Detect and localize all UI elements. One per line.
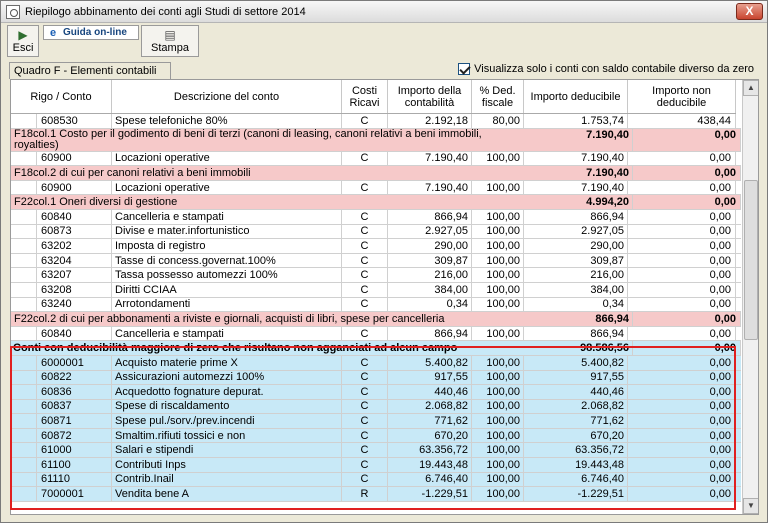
cell-descrizione: Divise e mater.infortunistico <box>112 225 342 239</box>
scroll-down-icon[interactable]: ▼ <box>743 498 759 514</box>
cell-conto: 6000001 <box>37 356 112 370</box>
cell-importo: 216,00 <box>388 268 472 282</box>
cell-conto: 60900 <box>37 181 112 195</box>
cell-costi-ricavi: C <box>342 429 388 443</box>
cell-descrizione: Contributi Inps <box>112 458 342 472</box>
account-row[interactable] <box>11 268 741 283</box>
row-gutter <box>11 414 37 428</box>
cell-descrizione: Spese telefoniche 80% <box>112 114 342 128</box>
row-gutter <box>11 385 37 399</box>
cell-perc-ded: 100,00 <box>472 429 524 443</box>
section-label: F22col.2 di cui per abbonamenti a riviste e giornali, acquisti di libri, spese per cancelleria <box>14 312 445 325</box>
cell-conto: 63240 <box>37 298 112 312</box>
cell-conto: 63208 <box>37 283 112 297</box>
grid-header <box>11 80 736 114</box>
tab-quadro-f[interactable]: Quadro F - Elementi contabili <box>9 62 171 79</box>
cell-descrizione: Locazioni operative <box>112 181 342 195</box>
account-row[interactable] <box>11 152 741 167</box>
row-gutter <box>11 268 37 282</box>
cell-perc-ded: 100,00 <box>472 356 524 370</box>
cell-importo: 2.927,05 <box>388 225 472 239</box>
section-row[interactable] <box>11 312 741 327</box>
cell-conto: 60900 <box>37 152 112 166</box>
cell-perc-ded: 100,00 <box>472 371 524 385</box>
cell-non-deducibile: 0,00 <box>628 210 736 224</box>
accounts-grid <box>10 79 759 515</box>
cell-descrizione: Cancelleria e stampati <box>112 327 342 341</box>
cell-deducibile: 384,00 <box>524 283 628 297</box>
filter-label: Visualizza solo i conti con saldo contabile diverso da zero <box>474 63 754 75</box>
row-gutter <box>11 487 37 501</box>
account-row[interactable] <box>11 429 741 444</box>
cell-importo: 2.068,82 <box>388 400 472 414</box>
cell-conto: 61000 <box>37 443 112 457</box>
title-bar <box>1 1 767 23</box>
row-gutter <box>11 181 37 195</box>
cell-importo: 866,94 <box>388 327 472 341</box>
row-gutter <box>11 152 37 166</box>
cell-non-deducibile: 0,00 <box>628 414 736 428</box>
section-row[interactable] <box>11 166 741 181</box>
cell-perc-ded: 100,00 <box>472 225 524 239</box>
cell-importo: 670,20 <box>388 429 472 443</box>
cell-conto: 63207 <box>37 268 112 282</box>
close-button[interactable]: X <box>736 3 763 20</box>
account-row[interactable] <box>11 298 741 313</box>
toolbar <box>1 23 767 59</box>
cell-descrizione: Arrotondamenti <box>112 298 342 312</box>
cell-descrizione: Diritti CCIAA <box>112 283 342 297</box>
cell-perc-ded: 100,00 <box>472 473 524 487</box>
cell-conto: 60837 <box>37 400 112 414</box>
header-descrizione[interactable]: Descrizione del conto <box>112 80 342 113</box>
cell-perc-ded: 100,00 <box>472 298 524 312</box>
account-row[interactable] <box>11 487 741 502</box>
cell-costi-ricavi: C <box>342 283 388 297</box>
cell-costi-ricavi: C <box>342 443 388 457</box>
cell-costi-ricavi: C <box>342 414 388 428</box>
cell-descrizione: Locazioni operative <box>112 152 342 166</box>
cell-descrizione: Assicurazioni automezzi 100% <box>112 371 342 385</box>
cell-costi-ricavi: C <box>342 298 388 312</box>
cell-importo: 2.192,18 <box>388 114 472 128</box>
cell-descrizione: Acquisto materie prime X <box>112 356 342 370</box>
cell-deducibile: 63.356,72 <box>524 443 628 457</box>
cell-importo: 63.356,72 <box>388 443 472 457</box>
row-gutter <box>11 443 37 457</box>
account-row[interactable] <box>11 443 741 458</box>
cell-deducibile: 290,00 <box>524 239 628 253</box>
row-gutter <box>11 356 37 370</box>
cell-costi-ricavi: C <box>342 268 388 282</box>
cell-deducibile: 440,46 <box>524 385 628 399</box>
cell-perc-ded: 100,00 <box>472 443 524 457</box>
cell-non-deducibile: 0,00 <box>628 268 736 282</box>
cell-conto: 60840 <box>37 327 112 341</box>
account-row[interactable] <box>11 254 741 269</box>
cell-perc-ded: 100,00 <box>472 268 524 282</box>
cell-importo: 0,34 <box>388 298 472 312</box>
header-importo-deducibile[interactable]: Importo deducibile <box>524 80 628 113</box>
cell-conto: 60840 <box>37 210 112 224</box>
cell-conto: 63202 <box>37 239 112 253</box>
cell-costi-ricavi: C <box>342 210 388 224</box>
row-gutter <box>11 254 37 268</box>
cell-deducibile: 19.443,48 <box>524 458 628 472</box>
section-row[interactable] <box>11 129 741 152</box>
cell-non-deducibile: 0,00 <box>628 327 736 341</box>
cell-costi-ricavi: C <box>342 473 388 487</box>
cell-importo: 384,00 <box>388 283 472 297</box>
section-non-deducibile: 0,00 <box>633 312 741 326</box>
row-gutter <box>11 283 37 297</box>
cell-deducibile: 7.190,40 <box>524 152 628 166</box>
window-title: Riepilogo abbinamento dei conti agli Studi di settore 2014 <box>25 5 306 18</box>
section-non-deducibile: 0,00 <box>633 166 741 180</box>
cell-importo: 309,87 <box>388 254 472 268</box>
account-row[interactable] <box>11 473 741 488</box>
cell-non-deducibile: 438,44 <box>628 114 736 128</box>
cell-importo: 290,00 <box>388 239 472 253</box>
cell-perc-ded: 100,00 <box>472 210 524 224</box>
section-label: F18col.2 di cui per canoni relativi a beni immobili <box>14 166 251 179</box>
cell-importo: 5.400,82 <box>388 356 472 370</box>
account-row[interactable] <box>11 458 741 473</box>
cell-importo: 771,62 <box>388 414 472 428</box>
row-gutter <box>11 458 37 472</box>
account-row[interactable] <box>11 283 741 298</box>
cell-non-deducibile: 0,00 <box>628 225 736 239</box>
cell-perc-ded: 100,00 <box>472 181 524 195</box>
cell-non-deducibile: 0,00 <box>628 181 736 195</box>
section-row[interactable] <box>11 195 741 210</box>
exit-icon: ▶ <box>18 28 28 42</box>
cell-deducibile: 1.753,74 <box>524 114 628 128</box>
cell-costi-ricavi: C <box>342 225 388 239</box>
cell-costi-ricavi: C <box>342 152 388 166</box>
cell-importo: 917,55 <box>388 371 472 385</box>
cell-perc-ded: 100,00 <box>472 327 524 341</box>
cell-costi-ricavi: C <box>342 356 388 370</box>
filter-checkbox[interactable] <box>458 63 470 75</box>
cell-importo: 19.443,48 <box>388 458 472 472</box>
cell-deducibile: 0,34 <box>524 298 628 312</box>
scroll-thumb[interactable] <box>744 180 758 340</box>
account-row[interactable] <box>11 414 741 429</box>
cell-non-deducibile: 0,00 <box>628 487 736 501</box>
cell-conto: 60836 <box>37 385 112 399</box>
cell-conto: 60872 <box>37 429 112 443</box>
cell-descrizione: Imposta di registro <box>112 239 342 253</box>
cell-non-deducibile: 0,00 <box>628 283 736 297</box>
cell-importo: 7.190,40 <box>388 181 472 195</box>
cell-non-deducibile: 0,00 <box>628 356 736 370</box>
cell-deducibile: 917,55 <box>524 371 628 385</box>
account-row[interactable] <box>11 356 741 371</box>
cell-costi-ricavi: C <box>342 458 388 472</box>
section-deducibile: 7.190,40 <box>529 129 633 151</box>
cell-non-deducibile: 0,00 <box>628 371 736 385</box>
cell-deducibile: 5.400,82 <box>524 356 628 370</box>
browser-icon: e <box>49 26 57 39</box>
cell-non-deducibile: 0,00 <box>628 473 736 487</box>
cell-perc-ded: 80,00 <box>472 114 524 128</box>
cell-perc-ded: 100,00 <box>472 414 524 428</box>
cell-non-deducibile: 0,00 <box>628 239 736 253</box>
cell-deducibile: 771,62 <box>524 414 628 428</box>
cell-descrizione: Contrib.Inail <box>112 473 342 487</box>
cell-deducibile: 670,20 <box>524 429 628 443</box>
cell-costi-ricavi: C <box>342 114 388 128</box>
section-deducibile: 4.994,20 <box>529 195 633 209</box>
cell-non-deducibile: 0,00 <box>628 443 736 457</box>
account-row[interactable] <box>11 385 741 400</box>
account-row[interactable] <box>11 114 741 129</box>
esci-button[interactable] <box>7 25 39 57</box>
cell-conto: 60873 <box>37 225 112 239</box>
cell-deducibile: 2.068,82 <box>524 400 628 414</box>
cell-conto: 608530 <box>37 114 112 128</box>
cell-costi-ricavi: C <box>342 181 388 195</box>
filter-nonzero[interactable] <box>458 63 754 75</box>
section-deducibile: 98.586,56 <box>529 341 633 355</box>
esci-label: Esci <box>12 42 34 54</box>
cell-perc-ded: 100,00 <box>472 487 524 501</box>
cell-descrizione: Tasse di concess.governat.100% <box>112 254 342 268</box>
account-row[interactable] <box>11 239 741 254</box>
cell-importo: 440,46 <box>388 385 472 399</box>
vertical-scrollbar[interactable] <box>742 80 758 514</box>
account-row[interactable] <box>11 210 741 225</box>
cell-conto: 60871 <box>37 414 112 428</box>
cell-descrizione: Vendita bene A <box>112 487 342 501</box>
header-importo-non-deducibile[interactable]: Importo non deducibile <box>628 80 736 113</box>
cell-importo: 7.190,40 <box>388 152 472 166</box>
cell-costi-ricavi: R <box>342 487 388 501</box>
cell-conto: 61100 <box>37 458 112 472</box>
cell-descrizione: Tassa possesso automezzi 100% <box>112 268 342 282</box>
cell-descrizione: Spese di riscaldamento <box>112 400 342 414</box>
account-row[interactable] <box>11 225 741 240</box>
cell-non-deducibile: 0,00 <box>628 458 736 472</box>
printer-icon: ▤ <box>164 28 176 42</box>
stampa-label: Stampa <box>151 42 189 54</box>
cell-non-deducibile: 0,00 <box>628 254 736 268</box>
row-gutter <box>11 400 37 414</box>
account-row[interactable] <box>11 181 741 196</box>
cell-conto: 60822 <box>37 371 112 385</box>
scroll-up-icon[interactable]: ▲ <box>743 80 759 96</box>
cell-non-deducibile: 0,00 <box>628 385 736 399</box>
cell-descrizione: Smaltim.rifiuti tossici e non <box>112 429 342 443</box>
unlinked-summary-row[interactable] <box>11 341 741 356</box>
header-perc-ded[interactable]: % Ded. fiscale <box>472 80 524 113</box>
cell-conto: 7000001 <box>37 487 112 501</box>
row-gutter <box>11 371 37 385</box>
cell-deducibile: 216,00 <box>524 268 628 282</box>
guida-label: Guida on-line <box>63 27 127 38</box>
grid-rows <box>11 114 741 502</box>
section-deducibile: 866,94 <box>529 312 633 326</box>
cell-descrizione: Cancelleria e stampati <box>112 210 342 224</box>
cell-non-deducibile: 0,00 <box>628 298 736 312</box>
account-row[interactable] <box>11 327 741 342</box>
cell-perc-ded: 100,00 <box>472 254 524 268</box>
cell-deducibile: 2.927,05 <box>524 225 628 239</box>
cell-non-deducibile: 0,00 <box>628 152 736 166</box>
cell-non-deducibile: 0,00 <box>628 429 736 443</box>
header-importo-contabilita[interactable]: Importo della contabilità <box>388 80 472 113</box>
cell-deducibile: 866,94 <box>524 210 628 224</box>
cell-conto: 61110 <box>37 473 112 487</box>
account-row[interactable] <box>11 371 741 386</box>
cell-perc-ded: 100,00 <box>472 239 524 253</box>
section-deducibile: 7.190,40 <box>529 166 633 180</box>
cell-descrizione: Acquedotto fognature depurat. <box>112 385 342 399</box>
cell-perc-ded: 100,00 <box>472 152 524 166</box>
row-gutter <box>11 327 37 341</box>
account-row[interactable] <box>11 400 741 415</box>
cell-costi-ricavi: C <box>342 400 388 414</box>
cell-deducibile: -1.229,51 <box>524 487 628 501</box>
row-gutter <box>11 473 37 487</box>
cell-perc-ded: 100,00 <box>472 400 524 414</box>
cell-non-deducibile: 0,00 <box>628 400 736 414</box>
cell-costi-ricavi: C <box>342 327 388 341</box>
cell-deducibile: 309,87 <box>524 254 628 268</box>
cell-costi-ricavi: C <box>342 239 388 253</box>
cell-deducibile: 7.190,40 <box>524 181 628 195</box>
section-non-deducibile: 0,00 <box>633 341 741 355</box>
header-costi-ricavi[interactable]: Costi Ricavi <box>342 80 388 113</box>
cell-importo: -1.229,51 <box>388 487 472 501</box>
cell-costi-ricavi: C <box>342 385 388 399</box>
cell-perc-ded: 100,00 <box>472 458 524 472</box>
cell-perc-ded: 100,00 <box>472 385 524 399</box>
app-icon <box>6 5 20 19</box>
cell-perc-ded: 100,00 <box>472 283 524 297</box>
section-non-deducibile: 0,00 <box>633 195 741 209</box>
header-rigo-conto[interactable]: Rigo / Conto <box>11 80 112 113</box>
stampa-button[interactable] <box>141 25 199 57</box>
section-label: F18col.1 Costo per il godimento di beni di terzi (canoni di leasing, canoni relativi a beni immobili, royalties) <box>14 128 482 151</box>
cell-costi-ricavi: C <box>342 254 388 268</box>
row-gutter <box>11 298 37 312</box>
cell-deducibile: 6.746,40 <box>524 473 628 487</box>
guida-online-button[interactable] <box>43 25 139 40</box>
row-gutter <box>11 239 37 253</box>
cell-conto: 63204 <box>37 254 112 268</box>
cell-costi-ricavi: C <box>342 371 388 385</box>
row-gutter <box>11 114 37 128</box>
row-gutter <box>11 225 37 239</box>
cell-importo: 866,94 <box>388 210 472 224</box>
row-gutter <box>11 429 37 443</box>
section-label: Conti con deducibilità maggiore di zero che risultano non agganciati ad alcun campo <box>13 342 458 355</box>
cell-deducibile: 866,94 <box>524 327 628 341</box>
cell-importo: 6.746,40 <box>388 473 472 487</box>
cell-descrizione: Spese pul./sorv./prev.incendi <box>112 414 342 428</box>
section-non-deducibile: 0,00 <box>633 129 741 151</box>
row-gutter <box>11 210 37 224</box>
cell-descrizione: Salari e stipendi <box>112 443 342 457</box>
section-label: F22col.1 Oneri diversi di gestione <box>14 196 178 209</box>
